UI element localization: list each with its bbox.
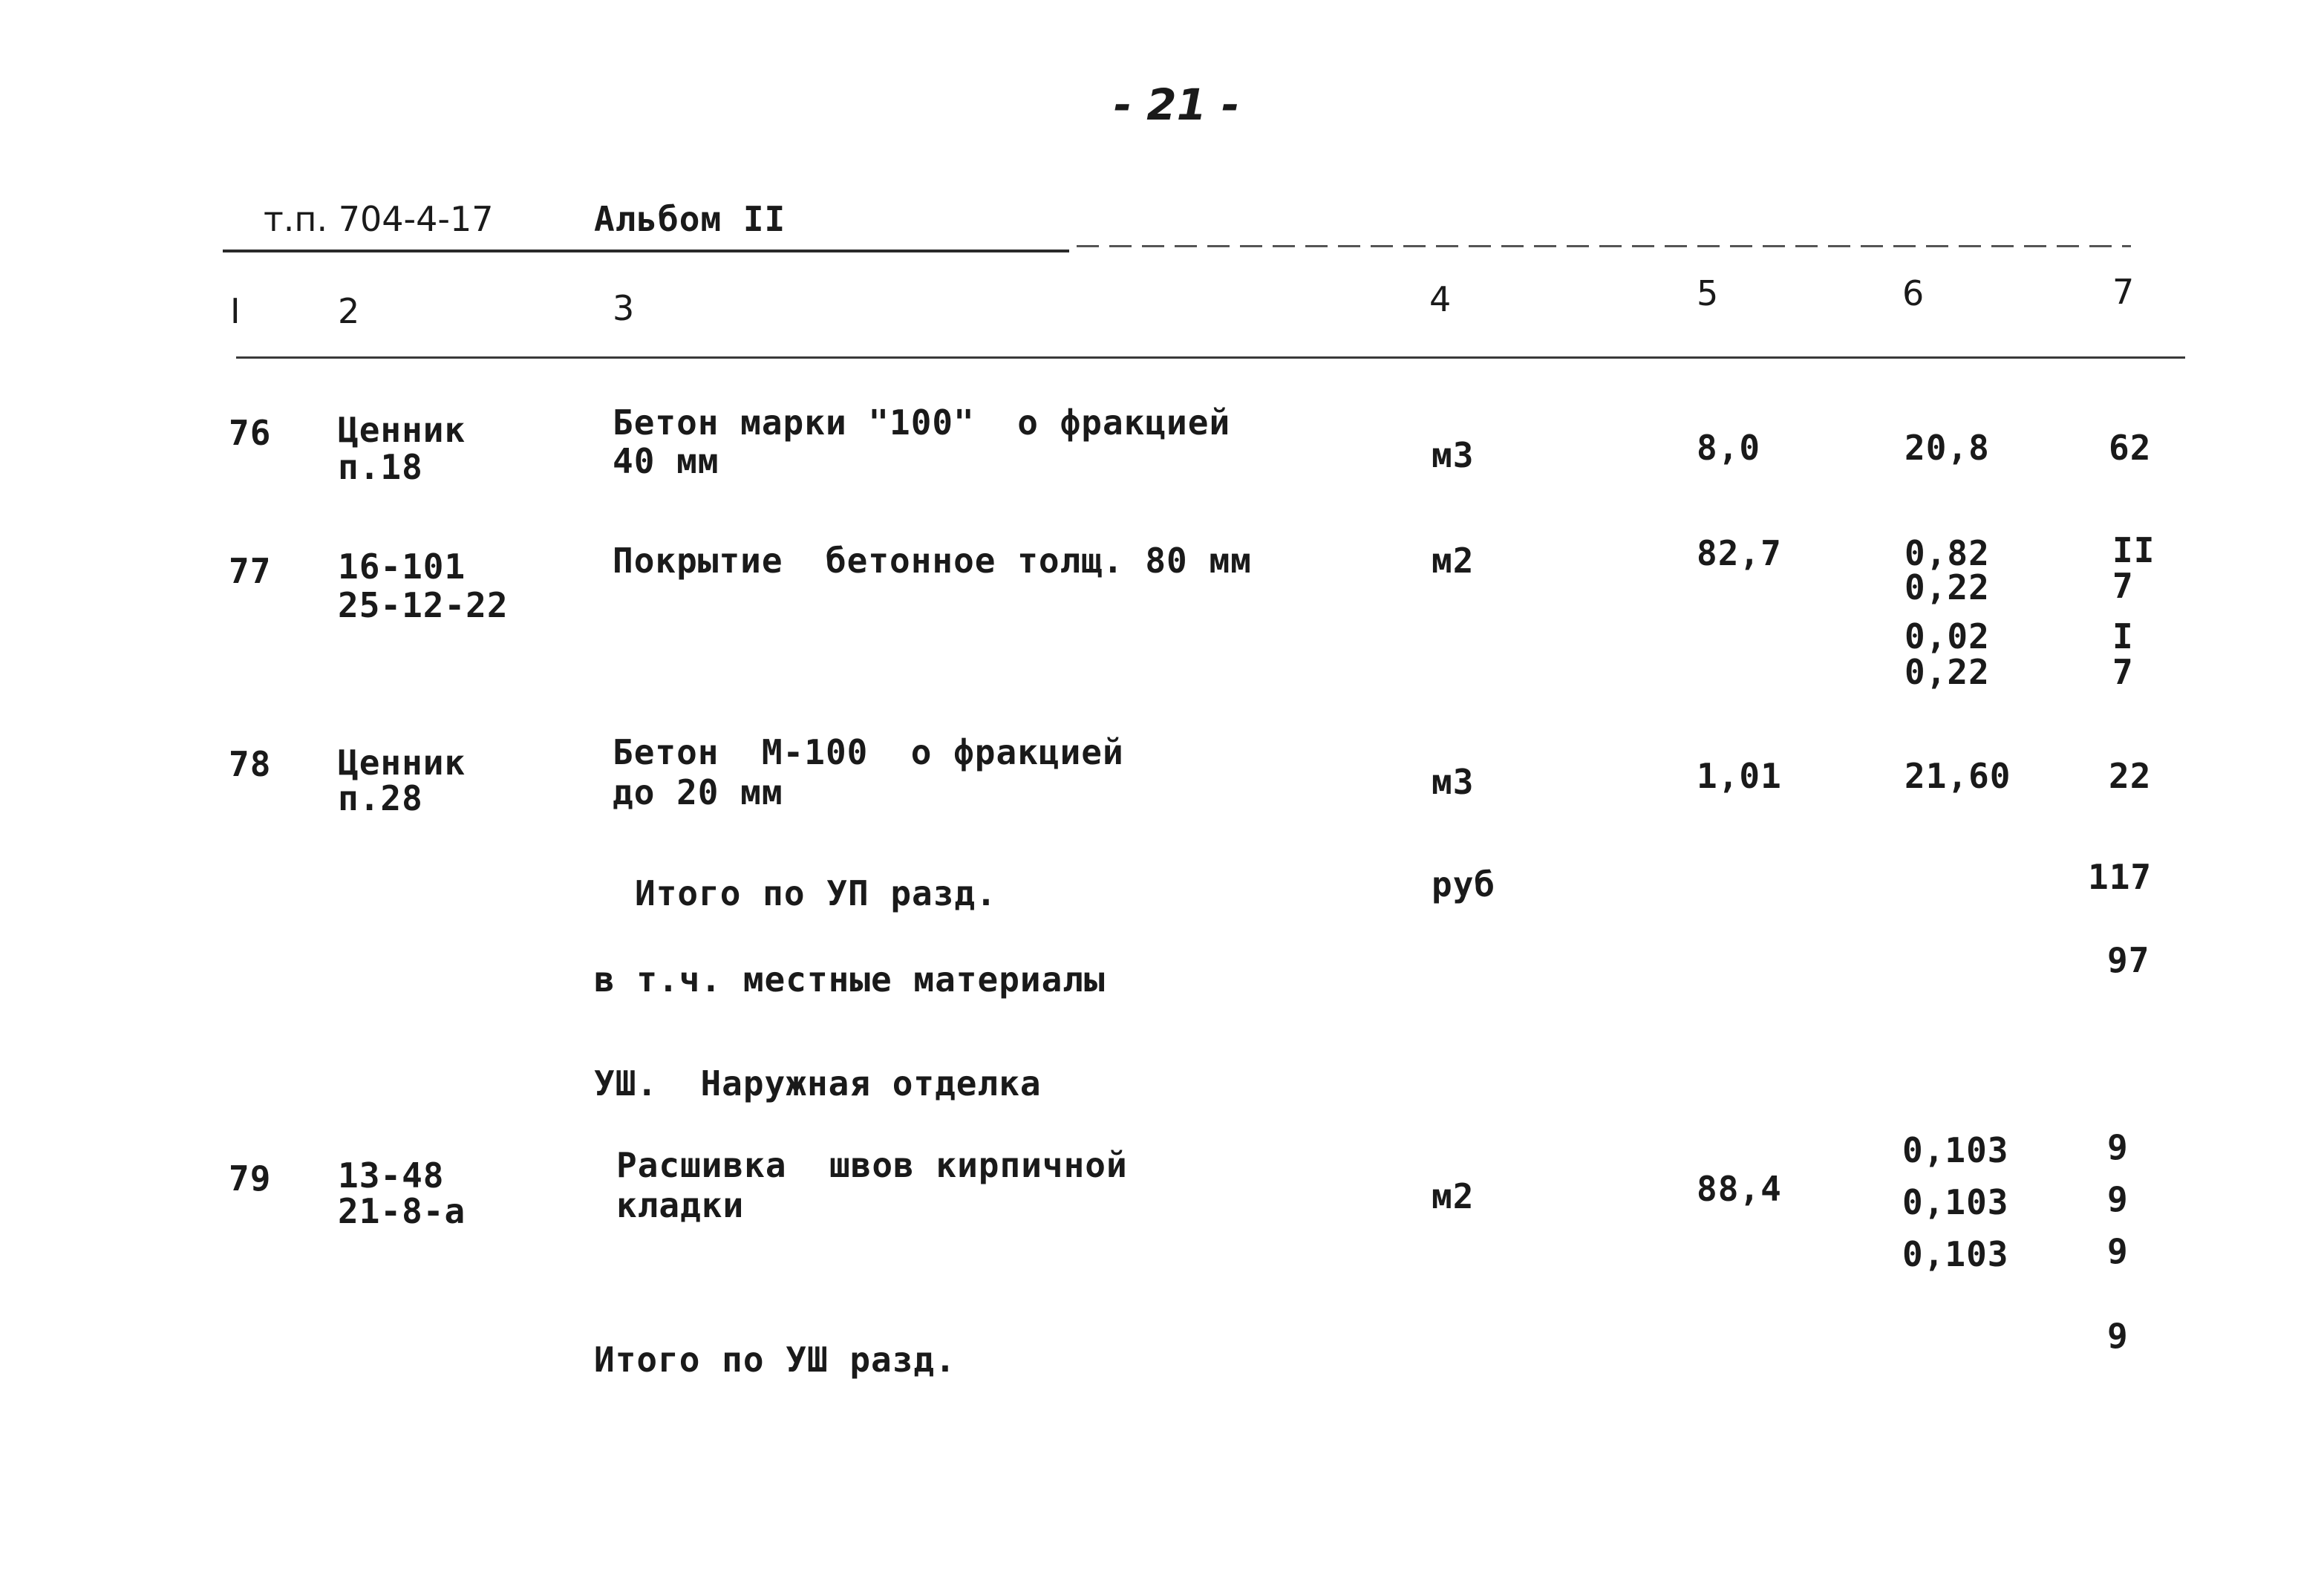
section-heading: УШ. Наружная отделка [594, 1063, 1042, 1103]
col-header-7: 7 [2112, 272, 2135, 312]
col-header-5: 5 [1697, 273, 1719, 313]
subtotal-label: Итого по УП разд. [635, 873, 997, 913]
col-header-4: 4 [1429, 279, 1452, 319]
row-code-line: 13-48 [338, 1155, 445, 1196]
row-price: 0,103 [1902, 1130, 2009, 1170]
row-number: 78 [229, 744, 272, 784]
album-title: Альбом II [594, 199, 786, 239]
row-price: 0,02 [1904, 616, 1990, 656]
row-price: 0,103 [1902, 1182, 2009, 1222]
col-header-1: I [230, 291, 241, 331]
row-total: 7 [2112, 652, 2134, 692]
subtotal-label: Итого по УШ разд. [594, 1340, 956, 1380]
row-description-line: Покрытие бетонное толщ. 80 мм [613, 541, 1252, 581]
header-rule-right [1077, 245, 2131, 247]
row-description-line: Бетон М-100 о фракцией [613, 732, 1124, 772]
subtotal-total: 9 [2107, 1316, 2129, 1356]
row-total: I [2112, 616, 2134, 656]
row-description-line: кладки [616, 1185, 745, 1225]
row-total: 9 [2107, 1127, 2129, 1167]
row-code-line: п.28 [338, 778, 423, 818]
row-price: 0,22 [1904, 567, 1990, 607]
row-number: 77 [229, 551, 272, 591]
header-rule-left [223, 250, 1069, 252]
row-price: 21,60 [1904, 756, 2011, 796]
row-code-line: Ценник [338, 743, 466, 783]
column-header-rule [236, 356, 2185, 359]
row-price: 0,103 [1902, 1234, 2009, 1274]
row-description-line: до 20 мм [613, 772, 783, 812]
row-total: II [2112, 530, 2155, 570]
row-quantity: 82,7 [1697, 533, 1782, 573]
row-quantity: 1,01 [1697, 756, 1782, 796]
subtotal-total: 117 [2088, 857, 2152, 897]
row-number: 79 [229, 1158, 272, 1199]
row-description-line: Бетон марки "100" о фракцией [613, 402, 1231, 443]
col-header-6: 6 [1902, 273, 1925, 313]
row-code-line: п.18 [338, 447, 423, 487]
row-code-line: 25-12-22 [338, 585, 509, 625]
subtotal-unit: руб [1432, 864, 1496, 904]
row-price: 0,22 [1904, 652, 1990, 692]
row-total: 9 [2107, 1179, 2129, 1219]
row-total: 7 [2112, 566, 2134, 606]
page-number: - 21 - [1114, 79, 1240, 130]
local-materials-total: 97 [2107, 940, 2150, 980]
row-number: 76 [229, 413, 272, 453]
doc-code: т.п. 704-4-17 [264, 199, 494, 239]
row-total: 62 [2109, 428, 2152, 468]
row-code-line: 21-8-а [338, 1191, 466, 1231]
row-quantity: 8,0 [1697, 428, 1761, 468]
row-price: 0,82 [1904, 533, 1990, 573]
row-price: 20,8 [1904, 428, 1990, 468]
row-unit: м3 [1432, 435, 1475, 475]
row-code-line: 16-101 [338, 547, 466, 587]
row-description-line: Расшивка швов кирпичной [616, 1145, 1128, 1185]
row-code-line: Ценник [338, 410, 466, 450]
local-materials-label: в т.ч. местные материалы [594, 959, 1106, 1000]
col-header-2: 2 [338, 291, 360, 331]
row-unit: м2 [1432, 1176, 1475, 1216]
col-header-3: 3 [613, 288, 635, 328]
row-unit: м2 [1432, 541, 1475, 581]
row-quantity: 88,4 [1697, 1169, 1782, 1209]
row-total: 9 [2107, 1231, 2129, 1271]
row-unit: м3 [1432, 762, 1475, 802]
row-total: 22 [2109, 756, 2152, 796]
row-description-line: 40 мм [613, 441, 719, 481]
